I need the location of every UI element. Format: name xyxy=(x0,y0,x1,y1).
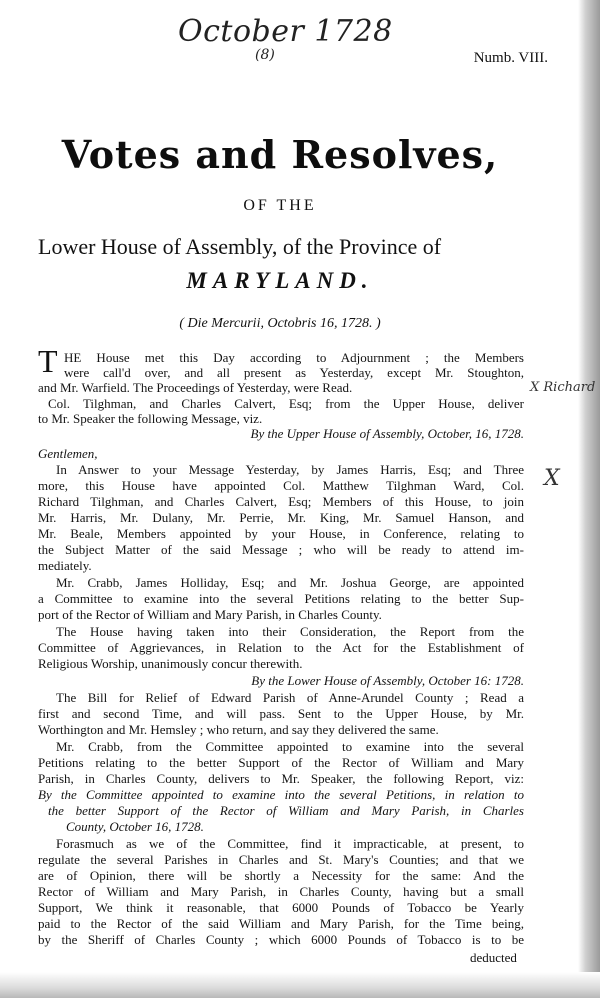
body-line: Support, We think it reasonable, that 6000 Pounds of Tobacco be Yearly xyxy=(38,900,524,915)
body-line: mediately. xyxy=(38,558,92,573)
body-line: Committee of Aggrievances, in Relation to the Act for the Establishment of xyxy=(38,640,524,655)
body-line: a Committee to examine into the several Petitions relating to the better Sup- xyxy=(38,591,524,606)
body-line: HE House met this Day according to Adjournment ; the Members xyxy=(64,350,524,365)
body-line: Forasmuch as we of the Committee, find it impracticable, at present, to xyxy=(56,836,524,851)
body-line: By the Upper House of Assembly, October, 16, 1728. xyxy=(250,426,524,441)
body-line: more, this House have appointed Col. Matthew Tilghman Ward, Col. xyxy=(38,478,524,493)
body-line: to Mr. Speaker the following Message, viz. xyxy=(38,411,263,426)
body-line: By the Committee appointed to examine into the several Petitions, in relation to xyxy=(38,787,524,802)
body-line: Richard Tilghman, and Charles Calvert, Esq; Members of this House, to join xyxy=(38,494,524,509)
house-line: Lower House of Assembly, of the Province of xyxy=(38,234,442,259)
page-edge-shadow xyxy=(578,0,600,998)
body-line: Col. Tilghman, and Charles Calvert, Esq; from the Upper House, deliver xyxy=(48,396,524,411)
catchword: deducted xyxy=(470,950,517,965)
body-line: were call'd over, and all present as Yesterday, except Mr. Stoughton, xyxy=(64,365,524,380)
body-line: first and second Time, and will pass. Sent to the Upper House, by Mr. xyxy=(38,706,524,721)
body-line: paid to the Rector of the said William and Mary Parish, for the Time being, xyxy=(38,916,524,931)
issue-number: Numb. VIII. xyxy=(473,50,548,66)
body-line: County, October 16, 1728. xyxy=(66,819,204,834)
body-line: Mr. Crabb, James Holliday, Esq; and Mr. Joshua George, are appointed xyxy=(56,575,524,590)
body-line: by the Sheriff of Charles County ; which 6000 Pounds of Tobacco is to be xyxy=(38,932,524,947)
body-line: Mr. Harris, Mr. Dulany, Mr. Perrie, Mr. King, Mr. Samuel Hanson, and xyxy=(38,510,524,525)
body-line: regulate the several Parishes in Charles and St. Mary's Counties; and that we xyxy=(38,852,524,867)
body-line: Gentlemen, xyxy=(38,446,98,461)
handwritten-date: October 1728 xyxy=(178,14,393,49)
body-line: Mr. Beale, Members appointed by your House, in Conference, relating to xyxy=(38,526,524,541)
page-bottom-shadow xyxy=(0,972,600,998)
body-line: In Answer to your Message Yesterday, by James Harris, Esq; and Three xyxy=(56,462,524,477)
body-line: Mr. Crabb, from the Committee appointed to examine into the several xyxy=(56,739,524,754)
body-line: Rector of William and Mary Parish, in Charles County, having but a small xyxy=(38,884,524,899)
body-line: Petitions relating to the better Support of the Rector of William and Mary xyxy=(38,755,524,770)
body-line: The Bill for Relief of Edward Parish of Anne-Arundel County ; Read a xyxy=(56,690,524,705)
session-date: ( Die Mercurii, Octobris 16, 1728. ) xyxy=(179,316,381,331)
handwritten-mark: (8) xyxy=(255,47,275,63)
body-line: the Subject Matter of the said Message ; who will be ready to attend im- xyxy=(38,542,524,557)
province-name: MARYLAND. xyxy=(186,268,374,293)
margin-note-richard: X Richard xyxy=(530,380,596,395)
body-line: are of Opinion, there will be shortly a Necessity for the same: And the xyxy=(38,868,524,883)
body-line: Religious Worship, unanimously concur therewith. xyxy=(38,656,303,671)
drop-cap: T xyxy=(38,343,58,379)
body-line: and Mr. Warfield. The Proceedings of Yesterday, were Read. xyxy=(38,380,353,395)
body-line: the better Support of the Rector of William and Mary Parish, in Charles xyxy=(48,803,524,818)
body-line: Parish, in Charles County, delivers to Mr. Speaker, the following Report, viz: xyxy=(38,771,524,786)
body-line: The House having taken into their Consideration, the Report from the xyxy=(56,624,524,639)
body-line: port of the Rector of William and Mary Parish, in Charles County. xyxy=(38,607,382,622)
body-line: Worthington and Mr. Hemsley ; who return, and say they delivered the same. xyxy=(38,722,439,737)
page-title: Votes and Resolves, xyxy=(61,132,499,177)
subtitle-of-the: OF THE xyxy=(243,197,317,214)
margin-note-x: X xyxy=(544,466,560,491)
body-line: By the Lower House of Assembly, October 16: 1728. xyxy=(251,673,524,688)
